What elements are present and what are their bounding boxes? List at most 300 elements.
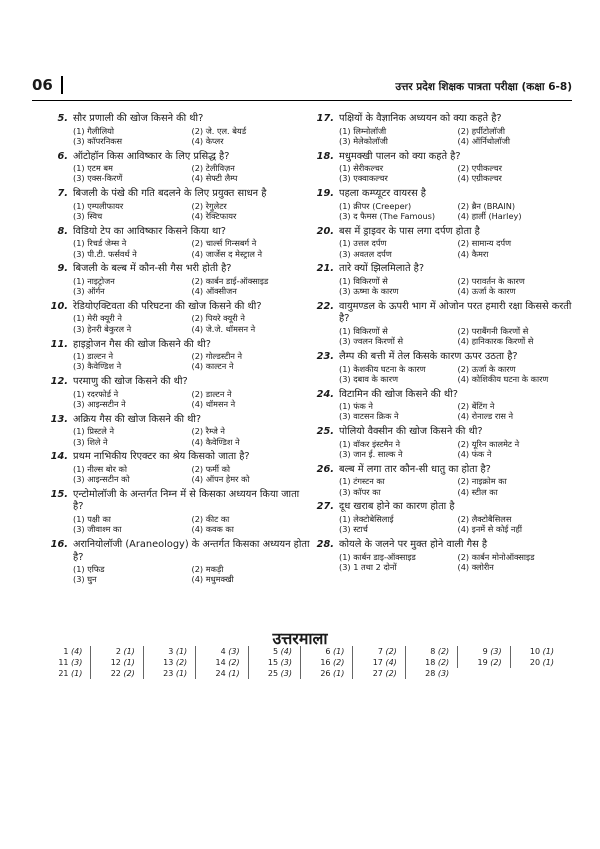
question-line <box>48 263 310 276</box>
answer-option: (3) <box>71 658 83 667</box>
answer-question-number: 25 <box>267 669 279 678</box>
question-number: 24. <box>316 388 334 400</box>
question-item <box>314 351 576 384</box>
question-item <box>48 451 310 484</box>
question-text: विडियो टेप का आविष्कार किसने किया था? <box>73 225 226 237</box>
question-item <box>314 501 576 534</box>
options-grid <box>314 326 576 347</box>
question-item <box>314 389 576 422</box>
answer-option: (2) <box>123 669 135 678</box>
answer-key-entry <box>38 668 90 679</box>
option-3: (3) जान ई. साल्क ने <box>339 449 403 460</box>
question-number: 9. <box>57 263 68 275</box>
answer-question-number: 5 <box>273 647 279 656</box>
answer-option: (3) <box>490 647 502 656</box>
answer-question-number: 27 <box>372 669 383 678</box>
question-number: 19. <box>316 188 334 200</box>
question-text: पक्षियों के वैज्ञानिक अध्ययन को क्या कहते है? <box>339 113 502 124</box>
option-3: (3) कॉपर का <box>339 486 381 497</box>
answer-key-entry <box>352 668 404 679</box>
answer-key-entry <box>143 657 195 668</box>
option-1: (1) एटम बम <box>73 163 113 174</box>
question-item <box>314 113 576 146</box>
question-item <box>48 339 310 372</box>
option-2: (2) सामान्य दर्पण <box>457 238 512 249</box>
answer-option: (1) <box>175 647 188 656</box>
answer-question-number: 24 <box>215 669 226 678</box>
answer-question-number: 3 <box>168 647 174 656</box>
question-item <box>314 426 576 459</box>
option-1: (1) वॉकर इंस्टमैन ने <box>339 438 401 449</box>
answer-key-entry <box>405 668 457 679</box>
option-2: (2) चार्ल्स गिन्सबर्ग ने <box>191 238 257 249</box>
answer-key-entry <box>457 657 509 668</box>
question-item <box>48 539 310 585</box>
answer-option: (2) <box>437 658 450 667</box>
question-item <box>314 151 576 184</box>
answer-option: (1) <box>175 669 188 678</box>
option-4: (4) इनमें से कोई नहीं <box>457 524 522 535</box>
options-grid <box>48 426 310 447</box>
question-line <box>314 226 576 239</box>
options-grid <box>314 201 576 222</box>
options-grid <box>48 464 310 485</box>
question-text: पोलियो वैक्सीन की खोज किसने की थी? <box>339 426 483 438</box>
question-text: प्रथम नाभिकीय रिएक्टर का श्रेय किसको जाता है? <box>73 451 250 463</box>
answer-question-number: 10 <box>529 647 541 656</box>
question-line <box>314 426 576 439</box>
options-grid <box>314 552 576 573</box>
option-4: (4) कैमरा <box>457 248 489 259</box>
question-item <box>48 489 310 535</box>
answer-option: (2) <box>385 647 397 656</box>
question-number: 7. <box>57 188 68 200</box>
question-line <box>314 151 576 164</box>
question-number: 18. <box>316 150 334 162</box>
answer-key-entry <box>352 646 404 657</box>
question-number: 17. <box>316 113 334 124</box>
options-grid <box>314 126 576 147</box>
option-2: (2) ब्रैन (BRAIN) <box>457 200 516 211</box>
option-2: (2) कार्बन मोनोऑक्साइड <box>457 551 535 562</box>
options-grid <box>314 163 576 184</box>
option-4: (4) काल्टन ने <box>191 361 234 372</box>
option-3: (3) ज्वलन किरणों से <box>339 336 404 347</box>
question-number: 13. <box>50 413 68 425</box>
answer-option: (3) <box>280 669 292 678</box>
page-header <box>32 78 572 96</box>
question-item <box>48 263 310 296</box>
question-text: ऑटोहॉन किस आविष्कार के लिए प्रसिद्ध है? <box>73 150 230 162</box>
answer-option: (1) <box>333 647 345 656</box>
answer-key-entry <box>405 646 457 657</box>
question-line <box>314 188 576 201</box>
answer-key-entry <box>195 646 247 657</box>
option-4: (4) फंक ने <box>457 449 492 460</box>
option-2: (2) यूरिन कालमेट ने <box>457 438 520 449</box>
option-3: (3) अवतल दर्पण <box>339 248 392 259</box>
question-text: तारे क्यों झिलमिलाते है? <box>339 263 425 275</box>
option-4: (4) मधुमक्खी <box>191 574 234 585</box>
option-2: (2) टेलीविज़न <box>191 163 235 174</box>
answer-question-number: 28 <box>425 669 436 678</box>
answer-option: (4) <box>71 647 83 656</box>
option-3: (3) कॉपरनिकस <box>73 135 123 146</box>
question-text: बल्ब में लगा तार कौन-सी धातु का होता है? <box>339 463 491 475</box>
answer-option: (3) <box>228 647 240 656</box>
right-question-column <box>314 113 576 577</box>
question-text: सौर प्रणाली की खोज किसने की थी? <box>73 113 204 124</box>
option-2: (2) फर्मी को <box>191 463 231 474</box>
answer-key-entry <box>90 657 142 668</box>
question-line <box>48 113 310 126</box>
option-2: (2) हर्पीटोलॉजी <box>457 125 505 136</box>
question-text: अरानियोलॉजी (Araneology) के अन्तर्गत किसका अध्ययन होता है? <box>73 539 310 563</box>
answer-key-entry <box>90 646 142 657</box>
answer-question-number: 22 <box>110 669 121 678</box>
question-line <box>48 301 310 314</box>
option-3: (3) 1 तथा 2 दोनों <box>339 561 397 572</box>
question-item <box>48 188 310 221</box>
answer-key-entry <box>38 657 90 668</box>
question-line <box>48 339 310 352</box>
option-3: (3) वाटसन क्रिक ने <box>339 411 399 422</box>
option-3: (3) स्टार्च <box>339 524 368 535</box>
question-text: कोयले के जलने पर मुक्त होने वाली गैस है <box>339 539 488 551</box>
option-1: (1) रदरफोर्ड ने <box>73 388 119 399</box>
answer-question-number: 20 <box>529 658 541 667</box>
option-2: (2) गोल्डस्टीन ने <box>191 351 243 362</box>
option-2: (2) कार्बन डाई-ऑक्साइड <box>191 275 269 286</box>
question-item <box>314 464 576 497</box>
option-1: (1) लिम्नोलॉजी <box>339 125 387 136</box>
option-2: (2) परावर्तन के कारण <box>457 275 525 286</box>
question-line <box>48 489 310 514</box>
option-3: (3) ऑर्गन <box>73 286 105 297</box>
option-1: (1) विकिरणों से <box>339 275 388 286</box>
option-1: (1) प्रिस्टले ने <box>73 426 114 437</box>
question-line <box>314 263 576 276</box>
option-3: (3) घुन <box>73 574 97 585</box>
answer-key-entry <box>510 646 562 657</box>
question-text: परमाणु की खोज किसने की थी? <box>73 376 188 388</box>
question-number: 21. <box>316 263 334 275</box>
answer-question-number: 13 <box>163 658 174 667</box>
question-line <box>48 226 310 239</box>
option-2: (2) बेंटिंग ने <box>457 401 495 412</box>
answer-key-entry <box>143 668 195 679</box>
answer-question-number: 4 <box>220 647 226 656</box>
option-4: (4) थॉमसन ने <box>191 398 236 409</box>
question-text: अक्रिय गैस की खोज किसने की थी? <box>73 413 202 425</box>
answer-key-entry <box>510 657 562 668</box>
question-text: लैम्प की बत्ती में तेल किसके कारण ऊपर उठता है? <box>339 351 518 363</box>
question-number: 12. <box>50 376 68 388</box>
question-item <box>314 539 576 572</box>
option-1: (1) नाइट्रोजन <box>73 275 115 286</box>
option-2: (2) नाइक्रोम का <box>457 476 507 487</box>
option-3: (3) आइन्सटीन को <box>73 474 130 485</box>
question-line <box>48 539 310 564</box>
option-1: (1) गैलीलियो <box>73 125 115 136</box>
answer-question-number: 14 <box>215 658 226 667</box>
option-1: (1) नील्स बोर को <box>73 463 127 474</box>
option-1: (1) मेरी क्यूरी ने <box>73 313 122 324</box>
answer-question-number: 17 <box>372 658 383 667</box>
answer-question-number: 26 <box>320 669 331 678</box>
option-3: (3) मेलेकोलॉजी <box>339 135 388 146</box>
option-4: (4) ऊर्जा के कारण <box>457 286 516 297</box>
answer-question-number: 16 <box>320 658 331 667</box>
options-grid <box>48 514 310 535</box>
question-item <box>48 151 310 184</box>
option-1: (1) फंक ने <box>339 401 373 412</box>
option-3: (3) शिले ने <box>73 436 108 447</box>
left-question-column <box>48 113 310 589</box>
header-title: उत्तर प्रदेश शिक्षक पात्रता परीक्षा (कक्षा 6-8) <box>395 81 572 93</box>
question-line <box>48 451 310 464</box>
question-text: हाइड्रोजन गैस की खोज किसने की थी? <box>73 338 211 350</box>
question-number: 27. <box>316 501 334 513</box>
question-line <box>48 414 310 427</box>
option-2: (2) रेगुलेटर <box>191 200 227 211</box>
option-4: (4) रेक्टिफायर <box>191 210 237 221</box>
question-line <box>314 301 576 326</box>
answer-option: (2) <box>175 658 188 667</box>
options-grid <box>314 238 576 259</box>
answer-option: (3) <box>437 669 450 678</box>
option-4: (4) क्लोरीन <box>457 561 494 572</box>
question-number: 26. <box>316 463 334 475</box>
answer-option: (2) <box>228 658 240 667</box>
option-2: (2) ऊर्जा के कारण <box>457 363 516 374</box>
question-text: बिजली के पंखे की गति बदलने के लिए प्रयुक्त साधन है <box>73 188 267 200</box>
options-grid <box>48 276 310 297</box>
question-line <box>314 539 576 552</box>
question-text: पहला कम्प्यूटर वायरस है <box>339 188 427 200</box>
answer-key-grid <box>38 646 562 679</box>
answer-option: (1) <box>228 669 240 678</box>
option-4: (4) एग्रीकल्चर <box>457 173 502 184</box>
answer-option: (1) <box>542 647 554 656</box>
options-grid <box>48 313 310 334</box>
question-text: दूध खराब होने का कारण होता है <box>339 501 455 513</box>
option-1: (1) केशकीय घटना के कारण <box>339 363 426 374</box>
question-text: एन्टोमोलॉजी के अन्तर्गत निम्न में से किसका अध्ययन किया जाता है? <box>73 488 300 513</box>
question-text: बिजली के बल्ब में कौन-सी गैस भरी होती है? <box>73 263 232 275</box>
option-1: (1) पक्षी का <box>73 513 111 524</box>
answer-option: (2) <box>333 658 345 667</box>
answer-question-number: 7 <box>377 647 383 656</box>
option-1: (1) डाल्टन ने <box>73 351 114 362</box>
question-line <box>314 113 576 126</box>
option-4: (4) हानिकारक किरणों से <box>457 336 534 347</box>
option-2: (2) पराबैंगनी किरणों से <box>457 325 529 336</box>
answer-option: (1) <box>333 669 345 678</box>
answer-question-number: 6 <box>325 647 331 656</box>
question-line <box>314 464 576 477</box>
answer-key-entry <box>143 646 195 657</box>
question-number: 10. <box>50 300 68 312</box>
option-1: (1) उत्तल दर्पण <box>339 238 387 249</box>
options-grid <box>314 439 576 460</box>
question-number: 14. <box>50 451 68 463</box>
answer-option: (1) <box>123 658 135 667</box>
answer-key-entry <box>352 657 404 668</box>
option-3: (3) द फैमस (The Famous) <box>339 210 436 221</box>
option-2: (2) एपीकल्चर <box>457 163 502 174</box>
answer-question-number: 11 <box>58 658 69 667</box>
answer-question-number: 19 <box>477 658 488 667</box>
question-number: 6. <box>57 150 68 162</box>
option-3: (3) जीवाश्म का <box>73 524 122 535</box>
options-grid <box>314 276 576 297</box>
option-4: (4) कोशिकीय घटना के कारण <box>457 373 549 384</box>
option-1: (1) एफिड <box>73 564 105 575</box>
question-number: 8. <box>57 225 68 237</box>
answer-question-number: 21 <box>58 669 69 678</box>
answer-key-entry <box>195 657 247 668</box>
options-grid <box>48 163 310 184</box>
question-item <box>48 376 310 409</box>
answer-option: (4) <box>385 658 397 667</box>
question-number: 20. <box>316 225 334 237</box>
answer-key-entry <box>195 668 247 679</box>
question-line <box>314 501 576 514</box>
answer-option: (1) <box>542 658 554 667</box>
question-line <box>48 188 310 201</box>
answer-question-number: 15 <box>267 658 279 667</box>
option-1: (1) सेरीकल्चर <box>339 163 384 174</box>
option-3: (3) हेनरी बेकुरल ने <box>73 323 132 334</box>
answer-key-entry <box>300 668 352 679</box>
options-grid <box>314 401 576 422</box>
option-4: (4) जे.जे. थॉमसन ने <box>191 323 256 334</box>
answer-key-entry <box>38 646 90 657</box>
option-3: (3) ऊष्मा के कारण <box>339 286 399 297</box>
option-1: (1) रिचर्ड जेम्स ने <box>73 238 127 249</box>
option-2: (2) पियरे क्यूरी ने <box>191 313 245 324</box>
question-line <box>48 151 310 164</box>
option-2: (2) रैम्जे ने <box>191 426 225 437</box>
options-grid <box>314 364 576 385</box>
question-item <box>48 301 310 334</box>
option-2: (2) मकड़ी <box>191 564 224 575</box>
question-text: मधुमक्खी पालन को क्या कहते है? <box>339 150 461 162</box>
answer-key-entry <box>300 657 352 668</box>
option-4: (4) सेफ्टी लैम्प <box>191 173 238 184</box>
option-2: (2) कीट का <box>191 513 230 524</box>
answer-key-entry <box>300 646 352 657</box>
option-3: (3) कैवेण्डिश ने <box>73 361 122 372</box>
answer-key-title: उत्तरमाला <box>272 629 328 648</box>
question-number: 16. <box>50 539 68 551</box>
question-item <box>314 263 576 296</box>
answer-option: (1) <box>123 647 135 656</box>
option-4: (4) ऑर्निथोलॉजी <box>457 135 510 146</box>
option-4: (4) स्टील का <box>457 486 498 497</box>
options-grid <box>48 201 310 222</box>
question-item <box>314 226 576 259</box>
question-item <box>48 113 310 146</box>
question-line <box>314 351 576 364</box>
answer-question-number: 2 <box>115 647 121 656</box>
answer-question-number: 18 <box>425 658 436 667</box>
option-2: (2) डाल्टन ने <box>191 388 232 399</box>
option-1: (1) एम्पलीफायर <box>73 200 124 211</box>
options-grid <box>48 126 310 147</box>
question-text: वायुमण्डल के ऊपरी भाग में ओजोन परत हमारी रक्षा किससे करती है? <box>339 300 572 325</box>
answer-option: (3) <box>280 658 292 667</box>
option-4: (4) केप्लर <box>191 135 224 146</box>
answer-option: (2) <box>385 669 397 678</box>
answer-key-entry <box>405 657 457 668</box>
answer-option: (2) <box>437 647 450 656</box>
answer-key-entry <box>248 657 300 668</box>
question-number: 22. <box>316 300 334 312</box>
option-4: (4) कवक का <box>191 524 234 535</box>
answer-question-number: 8 <box>430 647 436 656</box>
option-3: (3) दबाव के कारण <box>339 373 399 384</box>
option-4: (4) ऑपन हेमर को <box>191 474 250 485</box>
question-item <box>48 414 310 447</box>
answer-question-number: 12 <box>110 658 121 667</box>
options-grid <box>314 514 576 535</box>
option-1: (1) टंगस्टन का <box>339 476 385 487</box>
answer-question-number: 23 <box>163 669 174 678</box>
question-number: 11. <box>50 338 68 350</box>
options-grid <box>48 238 310 259</box>
option-2: (2) लैक्टोबैसिलस <box>457 513 512 524</box>
option-3: (3) आइन्सटीन ने <box>73 398 126 409</box>
question-text: बस में ड्राइवर के पास लगा दर्पण होता है <box>339 225 480 237</box>
question-item <box>314 188 576 221</box>
options-grid <box>314 476 576 497</box>
page-number: 06 <box>32 76 63 94</box>
option-3: (3) स्विच <box>73 210 103 221</box>
option-1: (1) लेक्टोबेसिलाई <box>339 513 394 524</box>
answer-key-entry <box>90 668 142 679</box>
option-3: (3) एक्स-किरणें <box>73 173 123 184</box>
question-item <box>314 301 576 347</box>
header-divider <box>32 100 572 101</box>
option-3: (3) एक्वाकल्चर <box>339 173 388 184</box>
answer-option: (1) <box>71 669 83 678</box>
question-item <box>48 226 310 259</box>
question-line <box>314 389 576 402</box>
question-text: विटामिन की खोज किसने की थी? <box>339 388 458 400</box>
question-number: 5. <box>57 113 68 124</box>
answer-question-number: 1 <box>63 647 69 656</box>
option-4: (4) जार्जेस द मेस्ट्राल ने <box>191 248 263 259</box>
option-4: (4) हार्ली (Harley) <box>457 210 522 221</box>
question-line <box>48 376 310 389</box>
option-4: (4) कैवेण्डिश ने <box>191 436 240 447</box>
option-4: (4) रोनाल्ड रास ने <box>457 411 514 422</box>
answer-key-entry <box>248 646 300 657</box>
answer-option: (4) <box>280 647 292 656</box>
option-4: (4) ऑक्सीजन <box>191 286 237 297</box>
answer-option: (2) <box>490 658 502 667</box>
options-grid <box>48 351 310 372</box>
option-1: (1) विकिरणों से <box>339 325 388 336</box>
option-1: (1) कार्बन डाइ-ऑक्साइड <box>339 551 416 562</box>
option-2: (2) जे. एल. बेयर्ड <box>191 125 247 136</box>
option-1: (1) क्रीपर (Creeper) <box>339 200 412 211</box>
options-grid <box>48 389 310 410</box>
question-number: 15. <box>50 488 68 500</box>
answer-key-entry <box>248 668 300 679</box>
